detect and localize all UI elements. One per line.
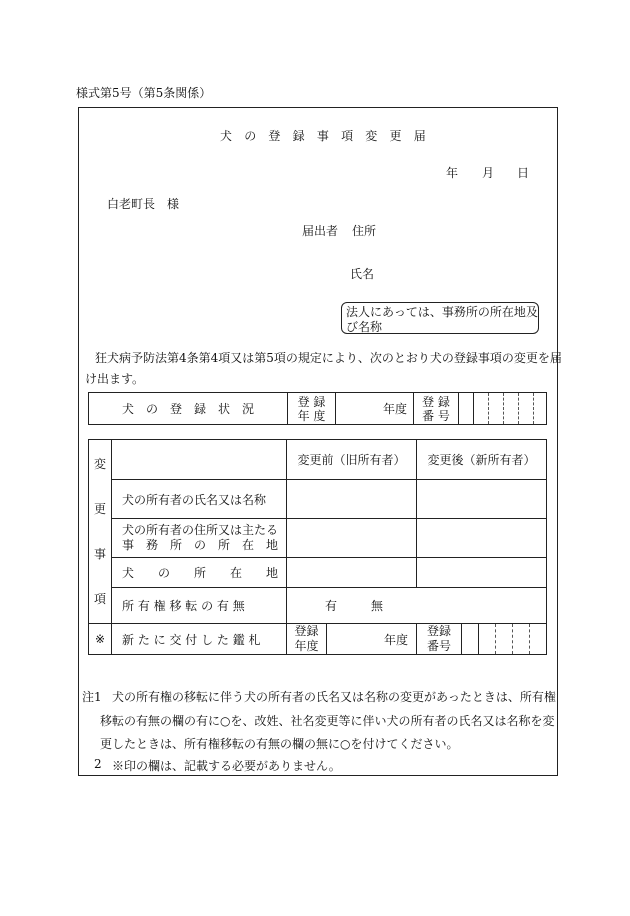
owner-name-before-field[interactable]: [287, 480, 417, 519]
tag-number-digit[interactable]: [496, 624, 513, 655]
registration-year-label: 登 録 年 度: [288, 393, 336, 425]
tag-number-digit[interactable]: [462, 624, 479, 655]
notifier-name-label: 氏名: [350, 267, 375, 281]
tag-year-label: 登録 年度: [287, 624, 327, 655]
tag-number-label: 登録 番号: [417, 624, 462, 655]
registration-status-label: 犬 の 登 録 状 況: [89, 393, 288, 425]
change-table: [88, 439, 547, 655]
change-side-label: 変 更 事 項: [89, 440, 112, 624]
row-owner-name-label: 犬の所有者の氏名又は名称: [112, 480, 287, 519]
row-owner-address-label: 犬の所有者の住所又は主たる 事 務 所 の 所 在 地: [112, 519, 287, 558]
addressee: 白老町長 様: [107, 197, 180, 211]
tag-number-digit[interactable]: [513, 624, 530, 655]
tag-year-field[interactable]: 年度: [327, 624, 417, 655]
statement-line1: 狂犬病予防法第4条第4項又は第5項の規定により、次のとおり犬の登録事項の変更を届: [95, 351, 562, 365]
transfer-yes-option[interactable]: 有: [325, 599, 338, 613]
tag-number-digit[interactable]: [479, 624, 496, 655]
corporate-note-line2: び名称: [346, 320, 383, 334]
registration-number-digit[interactable]: [459, 393, 474, 425]
row-dog-location-label: 犬 の 所 在 地: [112, 558, 287, 588]
date-month: 月: [482, 166, 495, 180]
note1-line2: 移転の有無の欄の有に○を、改姓、社名変更等に伴い犬の所有者の氏名又は名称を変: [100, 714, 555, 728]
statement-line2: け出ます。: [85, 372, 145, 386]
new-tag-label: 新 た に 交 付 し た 鑑 札: [112, 624, 287, 655]
dog-location-before-field[interactable]: [287, 558, 417, 588]
registration-number-digit[interactable]: [474, 393, 489, 425]
form-label: 様式第5号（第5条関係）: [76, 86, 212, 100]
corporate-note-line1: 法人にあっては、事務所の所在地及: [346, 305, 538, 319]
registration-number-label: 登 録 番 号: [414, 393, 459, 425]
registration-number-digit[interactable]: [534, 393, 547, 425]
change-header-blank: [112, 440, 287, 480]
star-mark: ※: [89, 624, 112, 655]
registration-year-field[interactable]: 年度: [336, 393, 414, 425]
header-before: 変更前（旧所有者）: [287, 440, 417, 480]
owner-address-after-field[interactable]: [417, 519, 547, 558]
date-day: 日: [517, 166, 530, 180]
registration-number-digit[interactable]: [489, 393, 504, 425]
transfer-no-option[interactable]: 無: [371, 599, 384, 613]
notifier-label: 届出者: [302, 224, 339, 238]
header-after: 変更後（新所有者）: [417, 440, 547, 480]
registration-number-digit[interactable]: [504, 393, 519, 425]
note2-text: ※印の欄は、記載する必要がありません。: [112, 759, 341, 773]
note1-prefix: 注1: [82, 690, 102, 704]
owner-address-before-field[interactable]: [287, 519, 417, 558]
registration-table: [88, 392, 547, 425]
note1-line1: 犬の所有権の移転に伴う犬の所有者の氏名又は名称の変更があったときは、所有権: [112, 690, 556, 704]
row-transfer-label: 所 有 権 移 転 の 有 無: [112, 588, 287, 624]
tag-number-digit[interactable]: [530, 624, 547, 655]
note1-line3: 更したときは、所有権移転の有無の欄の無に○を付けてください。: [100, 737, 459, 751]
form-title: 犬 の 登 録 事 項 変 更 届: [220, 129, 430, 143]
registration-number-digit[interactable]: [519, 393, 534, 425]
transfer-choice[interactable]: [287, 588, 547, 624]
note2-prefix: 2: [94, 757, 102, 771]
date-year: 年: [446, 166, 459, 180]
owner-name-after-field[interactable]: [417, 480, 547, 519]
dog-location-after-field[interactable]: [417, 558, 547, 588]
notifier-address-label: 住所: [352, 224, 377, 238]
